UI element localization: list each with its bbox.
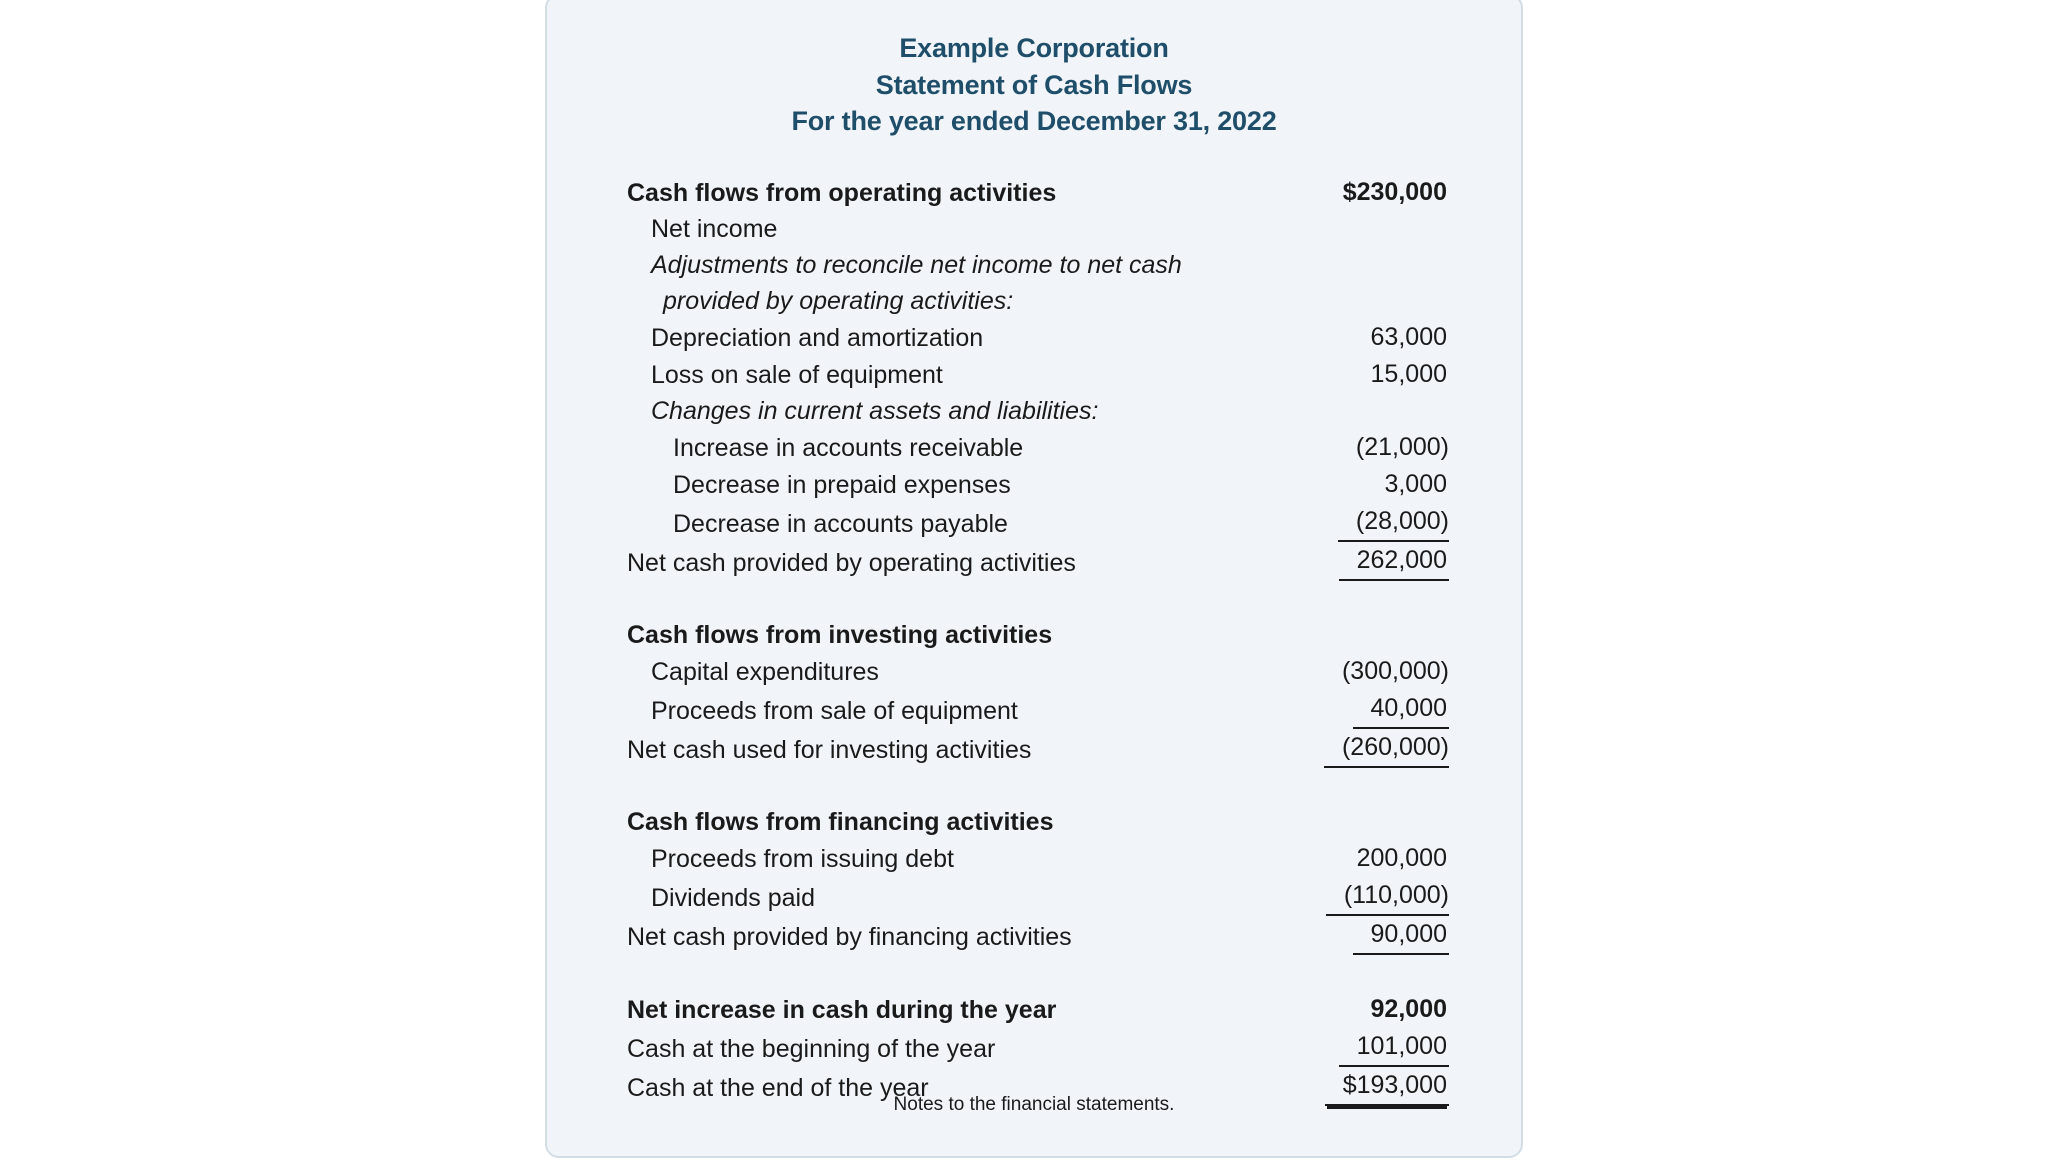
company-name: Example Corporation — [899, 33, 1169, 63]
row-amount — [1219, 356, 1449, 393]
row-amount — [1219, 319, 1449, 356]
statement-row — [627, 211, 1449, 247]
row-label: Net income — [651, 215, 778, 244]
row-label: Cash flows from financing activities — [627, 808, 1054, 837]
row-amount — [1219, 617, 1449, 653]
amount-value: $193,000 — [1325, 1067, 1449, 1106]
statement-row — [627, 283, 1449, 319]
amount-value: 63,000 — [1370, 323, 1447, 352]
amount-value: (28,000) — [1338, 503, 1449, 542]
statement-row — [627, 247, 1449, 283]
row-amount — [1219, 542, 1449, 581]
statement-period: For the year ended December 31, 2022 — [791, 106, 1277, 137]
row-label: Depreciation and amortization — [651, 324, 984, 353]
row-label: Changes in current assets and liabilities: — [651, 397, 1099, 426]
cash-flow-statement — [547, 174, 1521, 1106]
row-amount — [1219, 653, 1449, 690]
statement-spacer-row — [627, 955, 1449, 991]
row-label: Loss on sale of equipment — [651, 361, 943, 390]
statement-row — [627, 466, 1449, 503]
row-label: Cash at the beginning of the year — [627, 1035, 996, 1064]
statement-row — [627, 393, 1449, 429]
row-amount — [1219, 1028, 1449, 1067]
row-amount — [1219, 877, 1449, 916]
statement-spacer-row — [627, 768, 1449, 804]
amount-value: 3,000 — [1384, 470, 1447, 499]
statement-row — [627, 174, 1449, 211]
cash-flow-table — [627, 174, 1449, 1106]
row-label: Net increase in cash during the year — [627, 996, 1057, 1025]
amount-value: (260,000) — [1324, 729, 1449, 768]
amount-value: (110,000) — [1326, 877, 1449, 916]
statement-row — [627, 319, 1449, 356]
row-label: provided by operating activities: — [663, 287, 1014, 316]
row-amount — [1219, 991, 1449, 1028]
row-label: Dividends paid — [651, 884, 815, 913]
statement-card — [545, 0, 1523, 1158]
statement-row — [627, 617, 1449, 653]
statement-row — [627, 542, 1449, 581]
statement-row — [627, 1028, 1449, 1067]
amount-value — [1429, 236, 1449, 237]
row-label: Proceeds from issuing debt — [651, 845, 954, 874]
amount-value — [1429, 642, 1449, 643]
statement-row — [627, 916, 1449, 955]
row-amount — [1219, 503, 1449, 542]
row-label: Net cash used for investing activities — [627, 736, 1032, 765]
amount-value: $230,000 — [1342, 178, 1447, 207]
row-amount — [1219, 429, 1449, 466]
amount-value — [1429, 308, 1449, 309]
row-label: Capital expenditures — [651, 658, 879, 687]
statement-name: Statement of Cash Flows — [875, 69, 1193, 100]
row-label: Net cash provided by financing activities — [627, 923, 1072, 952]
row-label: Increase in accounts receivable — [673, 434, 1024, 463]
row-amount — [1219, 211, 1449, 247]
row-amount — [1219, 174, 1449, 211]
row-amount — [1219, 690, 1449, 729]
row-label: Adjustments to reconcile net income to net cash — [651, 251, 1182, 280]
row-amount — [1219, 283, 1449, 319]
amount-value: 90,000 — [1353, 916, 1449, 955]
statement-row — [627, 356, 1449, 393]
statement-title-block — [547, 0, 1521, 140]
row-label: Decrease in prepaid expenses — [673, 471, 1011, 500]
amount-value: 40,000 — [1353, 690, 1449, 729]
row-amount — [1219, 804, 1449, 840]
amount-value: 92,000 — [1370, 995, 1447, 1024]
statement-row — [627, 877, 1449, 916]
statement-row — [627, 690, 1449, 729]
statement-row — [627, 840, 1449, 877]
amount-value — [1429, 829, 1449, 830]
row-label: Cash flows from investing activities — [627, 621, 1053, 650]
amount-value: 15,000 — [1370, 360, 1447, 389]
statement-row — [627, 991, 1449, 1028]
row-label: Cash flows from operating activities — [627, 179, 1057, 208]
footer-note: Notes to the financial statements. — [893, 1094, 1175, 1115]
row-amount — [1219, 916, 1449, 955]
amount-value: 101,000 — [1339, 1028, 1449, 1067]
statement-row — [627, 729, 1449, 768]
row-amount — [1219, 840, 1449, 877]
amount-value — [1429, 418, 1449, 419]
row-amount — [1219, 729, 1449, 768]
row-label: Cash at the end of the year — [627, 1074, 929, 1103]
row-label: Decrease in accounts payable — [673, 510, 1008, 539]
amount-value: (21,000) — [1355, 433, 1449, 462]
amount-value: (300,000) — [1341, 657, 1449, 686]
statement-row — [627, 653, 1449, 690]
row-label: Proceeds from sale of equipment — [651, 697, 1018, 726]
row-label: Net cash provided by operating activities — [627, 549, 1076, 578]
statement-row — [627, 804, 1449, 840]
statement-spacer-row — [627, 581, 1449, 617]
statement-row — [627, 503, 1449, 542]
row-amount — [1219, 466, 1449, 503]
statement-row — [627, 429, 1449, 466]
amount-value: 200,000 — [1356, 844, 1447, 873]
row-amount — [1219, 393, 1449, 429]
row-amount — [1219, 247, 1449, 283]
amount-value — [1429, 272, 1449, 273]
amount-value: 262,000 — [1339, 542, 1449, 581]
